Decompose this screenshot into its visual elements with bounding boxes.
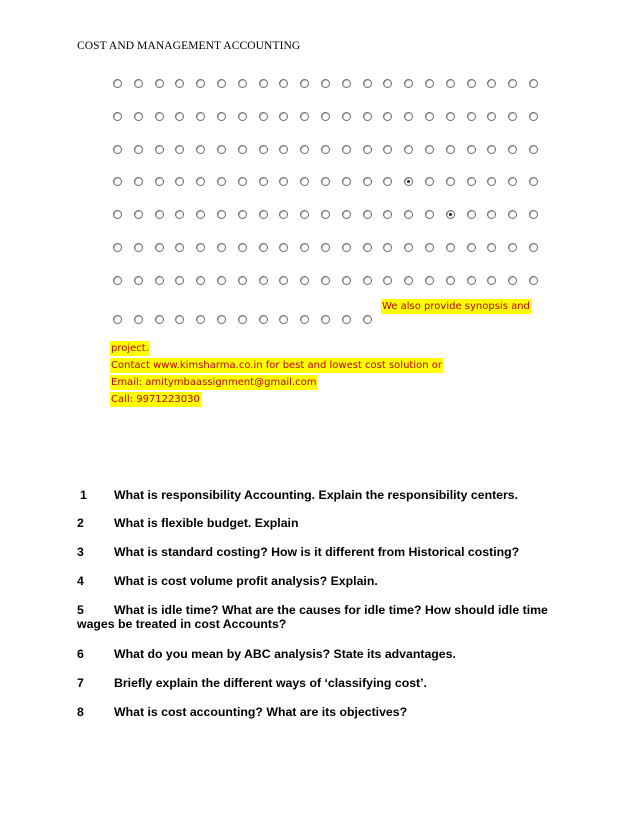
- radio-button[interactable]: [467, 79, 476, 88]
- radio-button[interactable]: [300, 276, 309, 285]
- radio-button[interactable]: [425, 112, 434, 121]
- radio-button[interactable]: [217, 243, 226, 252]
- radio-button[interactable]: [259, 210, 268, 219]
- radio-button[interactable]: [529, 276, 538, 285]
- question-text: What is cost volume profit analysis? Explain.: [114, 574, 378, 588]
- radio-button[interactable]: [259, 112, 268, 121]
- radio-button[interactable]: [217, 112, 226, 121]
- radio-button[interactable]: [217, 79, 226, 88]
- radio-button[interactable]: [134, 276, 143, 285]
- question-number: 6: [77, 647, 84, 661]
- radio-button[interactable]: [217, 177, 226, 186]
- radio-button[interactable]: [404, 112, 413, 121]
- radio-button[interactable]: [342, 177, 351, 186]
- radio-button[interactable]: [134, 112, 143, 121]
- radio-button[interactable]: [113, 177, 122, 186]
- radio-button[interactable]: [217, 210, 226, 219]
- radio-button[interactable]: [446, 145, 455, 154]
- radio-button[interactable]: [487, 112, 496, 121]
- page-header-title: COST AND MANAGEMENT ACCOUNTING: [77, 40, 301, 52]
- radio-button[interactable]: [529, 79, 538, 88]
- radio-button[interactable]: [175, 112, 184, 121]
- radio-button[interactable]: [279, 79, 288, 88]
- question-number: 2: [77, 516, 84, 530]
- promo-line-call: Call: 9971223030: [111, 394, 200, 405]
- radio-button[interactable]: [363, 243, 372, 252]
- radio-button[interactable]: [175, 243, 184, 252]
- question-text: What is cost accounting? What are its objectives?: [114, 705, 408, 719]
- radio-button[interactable]: [467, 177, 476, 186]
- radio-button[interactable]: [363, 315, 372, 324]
- radio-button[interactable]: [175, 145, 184, 154]
- radio-button[interactable]: [508, 210, 517, 219]
- radio-button[interactable]: [259, 315, 268, 324]
- radio-button[interactable]: [300, 145, 309, 154]
- radio-button[interactable]: [383, 145, 392, 154]
- question-text: Briefly explain the different ways of ‘classifying cost’.: [114, 676, 427, 690]
- radio-button[interactable]: [134, 315, 143, 324]
- radio-button[interactable]: [113, 315, 122, 324]
- radio-button[interactable]: [342, 243, 351, 252]
- radio-button[interactable]: [196, 145, 205, 154]
- radio-button[interactable]: [425, 276, 434, 285]
- radio-button[interactable]: [529, 177, 538, 186]
- radio-button[interactable]: [383, 79, 392, 88]
- question-number: 4: [77, 574, 84, 588]
- radio-button[interactable]: [217, 145, 226, 154]
- radio-button[interactable]: [259, 177, 268, 186]
- radio-button[interactable]: [508, 112, 517, 121]
- radio-button[interactable]: [238, 210, 247, 219]
- question-number: 7: [77, 676, 84, 690]
- question-number: 3: [77, 545, 84, 559]
- radio-button[interactable]: [383, 210, 392, 219]
- radio-button[interactable]: [113, 145, 122, 154]
- radio-button[interactable]: [342, 315, 351, 324]
- radio-button[interactable]: [487, 243, 496, 252]
- radio-button[interactable]: [279, 112, 288, 121]
- radio-button[interactable]: [175, 210, 184, 219]
- radio-button[interactable]: [175, 177, 184, 186]
- question-item: [80, 488, 570, 502]
- radio-button[interactable]: [342, 79, 351, 88]
- radio-button[interactable]: [363, 112, 372, 121]
- radio-button[interactable]: [113, 243, 122, 252]
- question-text: What is idle time? What are the causes for idle time? How should idle time: [114, 603, 548, 617]
- radio-button[interactable]: [134, 145, 143, 154]
- radio-button[interactable]: [155, 243, 164, 252]
- radio-button[interactable]: [342, 210, 351, 219]
- radio-button[interactable]: [238, 276, 247, 285]
- radio-button[interactable]: [155, 79, 164, 88]
- radio-button[interactable]: [508, 79, 517, 88]
- radio-button[interactable]: [529, 145, 538, 154]
- radio-button[interactable]: [425, 177, 434, 186]
- radio-button[interactable]: [425, 145, 434, 154]
- radio-button[interactable]: [508, 243, 517, 252]
- radio-button[interactable]: [196, 276, 205, 285]
- radio-button[interactable]: [196, 243, 205, 252]
- radio-button[interactable]: [404, 276, 413, 285]
- radio-button[interactable]: [134, 177, 143, 186]
- radio-button[interactable]: [259, 79, 268, 88]
- radio-button[interactable]: [383, 243, 392, 252]
- radio-button[interactable]: [300, 177, 309, 186]
- radio-button[interactable]: [321, 276, 330, 285]
- question-text: What is responsibility Accounting. Explain the responsibility centers.: [114, 488, 519, 502]
- radio-button[interactable]: [487, 177, 496, 186]
- radio-button[interactable]: [529, 210, 538, 219]
- radio-button[interactable]: [259, 276, 268, 285]
- radio-button[interactable]: [175, 79, 184, 88]
- radio-button[interactable]: [446, 79, 455, 88]
- promo-line-email: Email: amitymbaassignment@gmail.com: [111, 377, 317, 388]
- radio-button[interactable]: [446, 276, 455, 285]
- radio-button[interactable]: [404, 145, 413, 154]
- radio-button[interactable]: [155, 276, 164, 285]
- radio-button[interactable]: [342, 276, 351, 285]
- radio-button[interactable]: [175, 276, 184, 285]
- radio-button[interactable]: [467, 145, 476, 154]
- radio-button[interactable]: [300, 112, 309, 121]
- radio-button-grid: [0, 0, 638, 340]
- radio-button[interactable]: [155, 210, 164, 219]
- radio-button[interactable]: [113, 210, 122, 219]
- radio-button[interactable]: [446, 177, 455, 186]
- radio-button[interactable]: [383, 177, 392, 186]
- radio-button[interactable]: [217, 315, 226, 324]
- radio-button[interactable]: [425, 210, 434, 219]
- radio-button[interactable]: [321, 145, 330, 154]
- radio-button[interactable]: [467, 276, 476, 285]
- radio-button[interactable]: [363, 210, 372, 219]
- radio-button[interactable]: [155, 177, 164, 186]
- radio-button[interactable]: [404, 79, 413, 88]
- radio-button[interactable]: [196, 177, 205, 186]
- radio-button[interactable]: [238, 145, 247, 154]
- question-item: [77, 705, 567, 719]
- radio-button[interactable]: [446, 243, 455, 252]
- question-text: What is flexible budget. Explain: [114, 516, 299, 530]
- radio-button[interactable]: [300, 210, 309, 219]
- radio-button[interactable]: [196, 79, 205, 88]
- radio-button[interactable]: [238, 315, 247, 324]
- radio-button[interactable]: [363, 177, 372, 186]
- radio-button[interactable]: [321, 315, 330, 324]
- radio-button[interactable]: [134, 210, 143, 219]
- radio-button[interactable]: [259, 243, 268, 252]
- radio-button[interactable]: [321, 177, 330, 186]
- radio-button[interactable]: [404, 243, 413, 252]
- radio-button[interactable]: [425, 243, 434, 252]
- radio-button[interactable]: [383, 276, 392, 285]
- radio-button[interactable]: [300, 79, 309, 88]
- radio-button[interactable]: [425, 79, 434, 88]
- radio-button[interactable]: [279, 243, 288, 252]
- radio-button[interactable]: [404, 177, 413, 186]
- question-item: [77, 603, 567, 631]
- question-number: 5: [77, 603, 84, 617]
- radio-button[interactable]: [321, 79, 330, 88]
- radio-button[interactable]: [238, 243, 247, 252]
- radio-button[interactable]: [487, 145, 496, 154]
- radio-button[interactable]: [134, 79, 143, 88]
- radio-button[interactable]: [467, 210, 476, 219]
- radio-button[interactable]: [342, 145, 351, 154]
- radio-button[interactable]: [238, 79, 247, 88]
- radio-button[interactable]: [134, 243, 143, 252]
- radio-button[interactable]: [175, 315, 184, 324]
- question-text: What do you mean by ABC analysis? State its advantages.: [114, 647, 456, 661]
- radio-button[interactable]: [467, 112, 476, 121]
- promo-line-synopsis: We also provide synopsis and: [382, 301, 530, 312]
- radio-button[interactable]: [155, 112, 164, 121]
- radio-button[interactable]: [300, 243, 309, 252]
- question-item: [77, 647, 567, 661]
- question-item: [77, 545, 567, 559]
- question-item: [77, 676, 567, 690]
- radio-button[interactable]: [508, 276, 517, 285]
- radio-button[interactable]: [113, 112, 122, 121]
- radio-button[interactable]: [321, 112, 330, 121]
- radio-button[interactable]: [300, 315, 309, 324]
- radio-button[interactable]: [279, 177, 288, 186]
- question-item: [77, 516, 567, 530]
- radio-button[interactable]: [196, 315, 205, 324]
- question-text: What is standard costing? How is it different from Historical costing?: [114, 545, 520, 559]
- radio-button[interactable]: [217, 276, 226, 285]
- question-number: 8: [77, 705, 84, 719]
- radio-button[interactable]: [342, 112, 351, 121]
- radio-button[interactable]: [363, 276, 372, 285]
- radio-button[interactable]: [196, 112, 205, 121]
- radio-button[interactable]: [238, 177, 247, 186]
- radio-button[interactable]: [279, 315, 288, 324]
- radio-button[interactable]: [363, 79, 372, 88]
- question-item: [77, 574, 567, 588]
- promo-line-contact: Contact www.kimsharma.co.in for best and lowest cost solution or: [111, 360, 442, 371]
- radio-button[interactable]: [363, 145, 372, 154]
- question-text-continued: wages be treated in cost Accounts?: [77, 617, 287, 631]
- question-number: 1: [80, 488, 87, 502]
- radio-button[interactable]: [446, 112, 455, 121]
- radio-button[interactable]: [321, 243, 330, 252]
- radio-button[interactable]: [529, 243, 538, 252]
- radio-button[interactable]: [383, 112, 392, 121]
- radio-button[interactable]: [259, 145, 268, 154]
- radio-button[interactable]: [321, 210, 330, 219]
- radio-button[interactable]: [113, 276, 122, 285]
- radio-button[interactable]: [279, 145, 288, 154]
- radio-button[interactable]: [404, 210, 413, 219]
- radio-button[interactable]: [508, 145, 517, 154]
- radio-button[interactable]: [487, 210, 496, 219]
- radio-button[interactable]: [487, 276, 496, 285]
- radio-button[interactable]: [279, 276, 288, 285]
- radio-button[interactable]: [467, 243, 476, 252]
- promo-line-project: project.: [111, 343, 149, 354]
- radio-button[interactable]: [487, 79, 496, 88]
- radio-button[interactable]: [155, 145, 164, 154]
- radio-button[interactable]: [529, 112, 538, 121]
- radio-button[interactable]: [155, 315, 164, 324]
- radio-button[interactable]: [113, 79, 122, 88]
- radio-button[interactable]: [508, 177, 517, 186]
- radio-button[interactable]: [238, 112, 247, 121]
- radio-button[interactable]: [279, 210, 288, 219]
- radio-button[interactable]: [196, 210, 205, 219]
- radio-button[interactable]: [446, 210, 455, 219]
